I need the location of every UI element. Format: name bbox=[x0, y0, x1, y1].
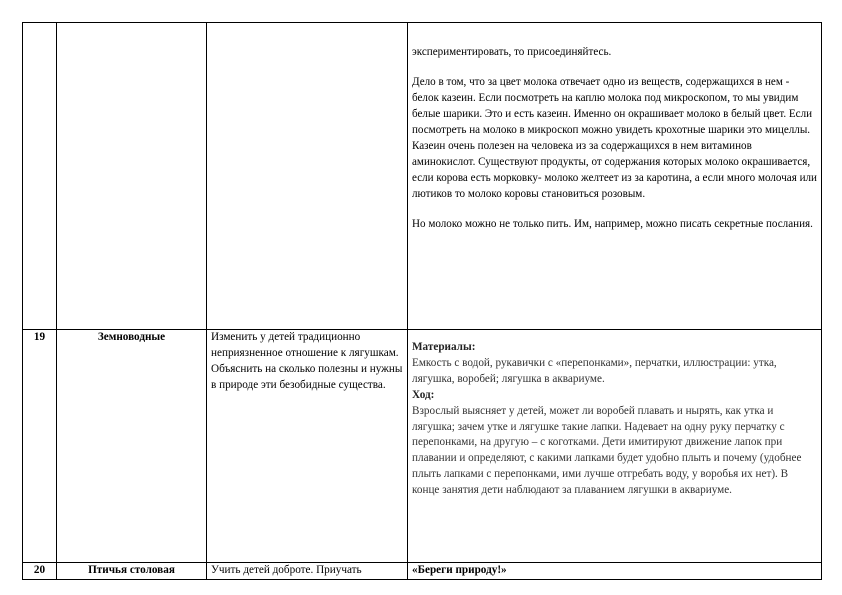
topic-cell: Земноводные bbox=[57, 330, 207, 563]
description-paragraph: Но молоко можно не только пить. Им, например, можно писать секретные послания. bbox=[412, 218, 813, 230]
table-row bbox=[23, 23, 822, 330]
materials-label: Материалы: bbox=[412, 341, 476, 353]
description-paragraph: Дело в том, что за цвет молока отвечает одно из веществ, содержащихся в нем - белок казеин. Если посмотреть на каплю молока под микроскопом, то мы увидим белые шарики. Это и есть казеин. Именно он окрашивает молоко в белый цвет. Если посмотреть на молоко в микроскоп можно увидеть крохотные шарики это мицеллы. Казеин очень полезен на человека из за содержащихся в нем витаминов аминокислот. Существуют продукты, от содержания которых молоко окрашивается, если корова есть морковку- молоко желтеет из за каротина, а если много молочая или лютиков то молоко коровы становиться розовым. bbox=[412, 76, 817, 200]
table-row bbox=[23, 330, 822, 563]
goal-cell: Изменить у детей традиционно неприязненное отношение к лягушкам. Объяснить на сколько полезны и нужны в природе эти безобидные существа. bbox=[207, 330, 408, 563]
description-paragraph: экспериментировать, то присоединяйтесь. bbox=[412, 46, 612, 58]
topic-cell bbox=[57, 23, 207, 330]
row-number-cell bbox=[23, 23, 57, 330]
description-cell: «Береги природу!» bbox=[408, 563, 822, 580]
materials-text: Емкость с водой, рукавички с «перепонками», перчатки, иллюстрации: утка, лягушка, воробей; лягушка в аквариуме. bbox=[412, 356, 777, 385]
table-row bbox=[23, 563, 822, 580]
process-label: Ход: bbox=[412, 388, 435, 401]
description-cell bbox=[408, 23, 822, 330]
row-number-cell: 19 bbox=[23, 330, 57, 563]
goal-cell bbox=[207, 23, 408, 330]
description-cell bbox=[408, 330, 822, 563]
topic-cell: Птичья столовая bbox=[57, 563, 207, 580]
goal-cell: Учить детей доброте. Приучать bbox=[207, 563, 408, 580]
experiments-table bbox=[22, 22, 822, 580]
row-number-cell: 20 bbox=[23, 563, 57, 580]
process-text: Взрослый выясняет у детей, может ли воробей плавать и нырять, как утка и лягушка; зачем утке и лягушке такие лапки. Надевает на одну руку перчатку с перепонками, на другую – с коготками. Дети имитируют движение лапок при плавании и определяют, с какими лапками будет удобно плыть и почему (удобнее плыть лапками с перепонками, ими лучше отгребать воду, у воробья их нет). В конце занятия дети наблюдают за плаванием лягушки в аквариуме. bbox=[412, 404, 802, 497]
